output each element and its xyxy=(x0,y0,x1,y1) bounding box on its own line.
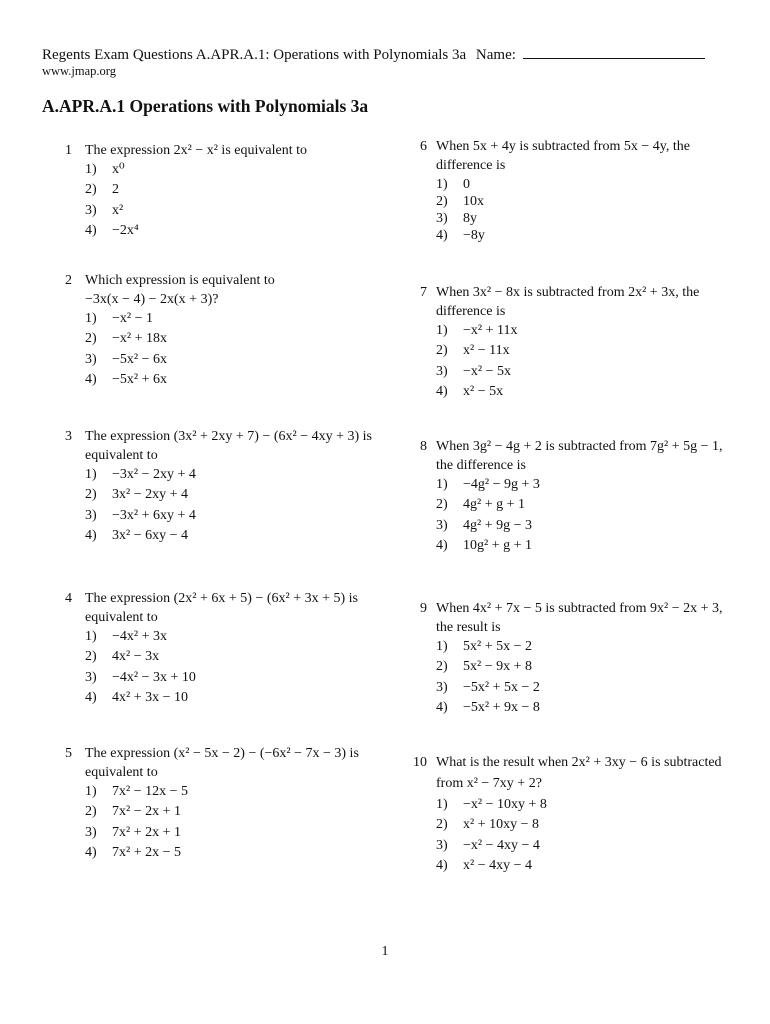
question-number: 3 xyxy=(65,429,72,444)
option-1: 1) −4g² − 9g + 3 xyxy=(436,477,540,492)
option-4: 4) −2x⁴ xyxy=(85,222,139,238)
option-2: 2) x² − 11x xyxy=(436,343,510,359)
option-4: 4) 10g² + g + 1 xyxy=(436,537,532,553)
option-2: 2) 7x² − 2x + 1 xyxy=(85,804,181,820)
option-3: 3) 8y xyxy=(436,211,477,226)
option-2: 2) −x² + 18x xyxy=(85,331,167,347)
option-2: 2) 4g² + g + 1 xyxy=(436,497,525,513)
option-3: 3) −x² − 4xy − 4 xyxy=(436,837,540,853)
question-number: 2 xyxy=(65,273,72,288)
page-header xyxy=(42,44,705,64)
question-stem-line-2: difference is xyxy=(436,304,506,319)
question-stem: The expression (x² − 5x − 2) − (−6x² − 7x − 3) is xyxy=(85,746,359,761)
question-number: 1 xyxy=(65,143,72,158)
option-1: 1) 0 xyxy=(436,177,470,192)
option-2: 2) 5x² − 9x + 8 xyxy=(436,659,532,675)
question-number: 9 xyxy=(420,601,427,616)
question-stem-line-2: difference is xyxy=(436,158,506,173)
option-1: 1) −x² − 1 xyxy=(85,311,153,326)
question-stem: The expression (2x² + 6x + 5) − (6x² + 3x + 5) is xyxy=(85,591,358,606)
option-3: 3) −4x² − 3x + 10 xyxy=(85,669,196,685)
exam-title: Regents Exam Questions A.APR.A.1: Operations with Polynomials 3a xyxy=(42,47,467,63)
option-2: 2) 10x xyxy=(436,194,484,209)
option-4: 4) −8y xyxy=(436,228,485,243)
option-3: 3) −3x² + 6xy + 4 xyxy=(85,507,196,523)
question-number: 5 xyxy=(65,746,72,761)
option-1: 1) 7x² − 12x − 5 xyxy=(85,784,188,799)
option-3: 3) −5x² − 6x xyxy=(85,351,167,367)
option-3: 3) 4g² + 9g − 3 xyxy=(436,517,532,533)
option-2: 2) 3x² − 2xy + 4 xyxy=(85,487,188,503)
option-1: 1) 5x² + 5x − 2 xyxy=(436,639,532,654)
option-1: 1) x⁰ xyxy=(85,162,125,177)
option-4: 4) −5x² + 6x xyxy=(85,371,167,387)
option-2: 2) 4x² − 3x xyxy=(85,649,160,665)
option-4: 4) 4x² + 3x − 10 xyxy=(85,689,188,705)
option-3: 3) −x² − 5x xyxy=(436,363,511,379)
option-4: 4) 7x² + 2x − 5 xyxy=(85,844,181,860)
question-number: 7 xyxy=(420,285,427,300)
option-4: 4) x² − 4xy − 4 xyxy=(436,857,532,873)
question-number: 4 xyxy=(65,591,72,606)
question-stem: The expression 2x² − x² is equivalent to xyxy=(85,143,307,158)
question-stem-line-2: the result is xyxy=(436,620,501,635)
name-label: Name: xyxy=(475,47,516,63)
option-1: 1) −x² − 10xy + 8 xyxy=(436,797,547,812)
option-4: 4) 3x² − 6xy − 4 xyxy=(85,527,188,543)
question-stem: When 3g² − 4g + 2 is subtracted from 7g² + 5g − 1, xyxy=(436,439,723,454)
question-stem: Which expression is equivalent to xyxy=(85,273,275,288)
option-1: 1) −3x² − 2xy + 4 xyxy=(85,467,196,482)
question-stem: When 3x² − 8x is subtracted from 2x² + 3x, the xyxy=(436,285,700,300)
option-1: 1) −x² + 11x xyxy=(436,323,518,338)
question-number: 10 xyxy=(413,755,427,770)
option-1: 1) −4x² + 3x xyxy=(85,629,167,644)
option-3: 3) 7x² + 2x + 1 xyxy=(85,824,181,840)
section-title: A.APR.A.1 Operations with Polynomials 3a xyxy=(42,96,369,116)
question-stem-line-2: −3x(x − 4) − 2x(x + 3)? xyxy=(85,292,219,307)
question-number: 8 xyxy=(420,439,427,454)
question-stem: What is the result when 2x² + 3xy − 6 is subtracted xyxy=(436,755,722,770)
question-stem-line-2: equivalent to xyxy=(85,765,158,780)
question-stem-line-2: equivalent to xyxy=(85,448,158,463)
name-blank-line xyxy=(523,44,705,59)
website-url: www.jmap.org xyxy=(42,64,116,78)
page-number: 1 xyxy=(381,944,389,959)
question-stem: When 5x + 4y is subtracted from 5x − 4y, the xyxy=(436,139,690,154)
option-2: 2) x² + 10xy − 8 xyxy=(436,817,539,833)
option-3: 3) x² xyxy=(85,202,124,218)
question-stem-line-2: equivalent to xyxy=(85,610,158,625)
option-4: 4) x² − 5x xyxy=(436,383,504,399)
question-stem: When 4x² + 7x − 5 is subtracted from 9x² − 2x + 3, xyxy=(436,601,723,616)
option-4: 4) −5x² + 9x − 8 xyxy=(436,699,540,715)
question-number: 6 xyxy=(420,139,427,154)
option-3: 3) −5x² + 5x − 2 xyxy=(436,679,540,695)
option-2: 2) 2 xyxy=(85,182,119,198)
question-stem-line-2: from x² − 7xy + 2? xyxy=(436,776,542,791)
question-stem-line-2: the difference is xyxy=(436,458,526,473)
question-stem: The expression (3x² + 2xy + 7) − (6x² − 4xy + 3) is xyxy=(85,429,372,444)
